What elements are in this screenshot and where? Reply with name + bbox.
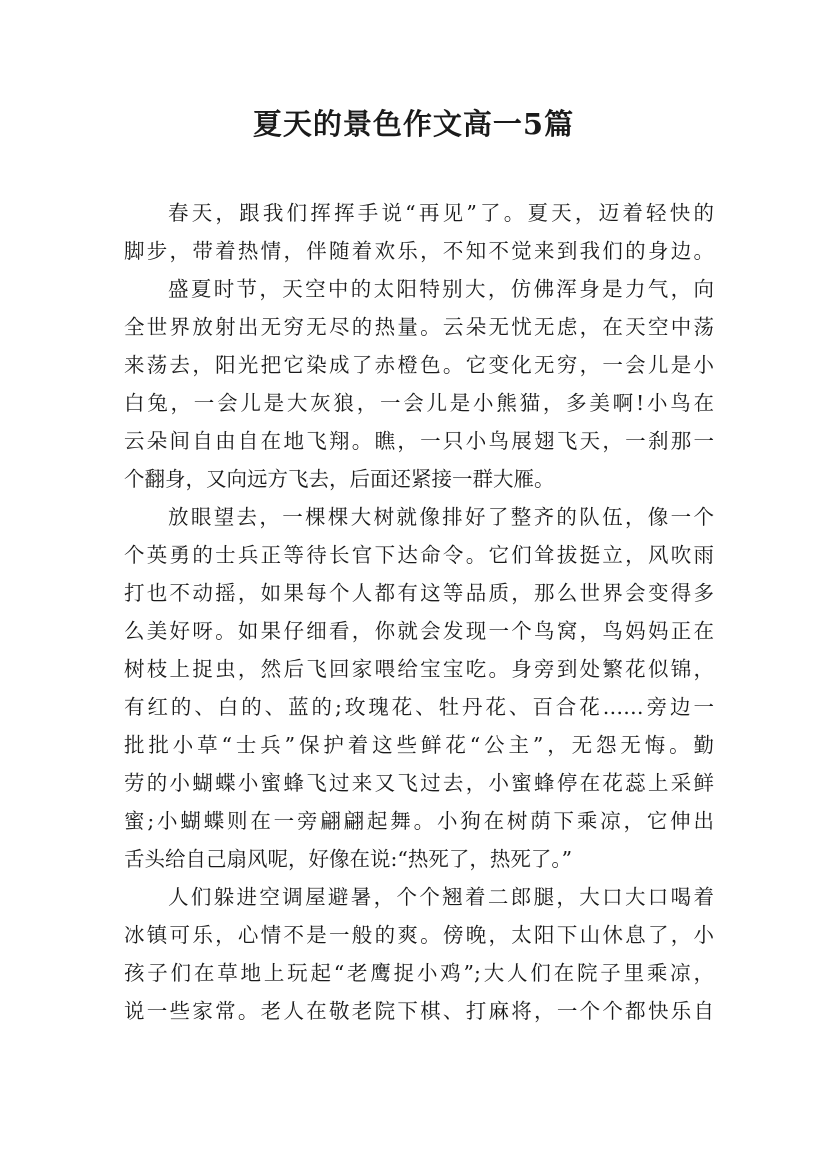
paragraph-line: 脚步，带着热情，伴随着欢乐，不知不觉来到我们的身边。 xyxy=(124,239,714,263)
paragraph-line: 个翻身，又向远方飞去，后面还紧接一群大雁。 xyxy=(124,467,555,491)
document-title: 夏天的景色作文高一5篇 xyxy=(252,107,575,141)
paragraph-line: 盛夏时节，天空中的太阳特别大，仿佛浑身是力气，向 xyxy=(168,277,714,301)
paragraph-line: 打也不动摇，如果每个人都有这等品质，那么世界会变得多 xyxy=(124,581,714,605)
paragraph-line: 说一些家常。老人在敬老院下棋、打麻将，一个个都快乐自 xyxy=(124,999,714,1023)
paragraph-line: 树枝上捉虫，然后飞回家喂给宝宝吃。身旁到处繁花似锦， xyxy=(124,657,714,681)
paragraph-line: 舌头给自己扇风呢，好像在说:“热死了，热死了。” xyxy=(124,847,573,871)
paragraph-line: 么美好呀。如果仔细看，你就会发现一个鸟窝，鸟妈妈正在 xyxy=(124,619,714,643)
paragraph-line: 春天，跟我们挥挥手说“再见”了。夏天，迈着轻快的 xyxy=(168,201,714,225)
paragraph-line: 全世界放射出无穷无尽的热量。云朵无忧无虑，在天空中荡 xyxy=(124,315,714,339)
paragraph-line: 人们躲进空调屋避暑，个个翘着二郎腿，大口大口喝着 xyxy=(168,885,714,909)
paragraph-line: 孩子们在草地上玩起“老鹰捉小鸡”;大人们在院子里乘凉， xyxy=(124,961,714,985)
paragraph-line: 劳的小蝴蝶小蜜蜂飞过来又飞过去，小蜜蜂停在花蕊上采鲜 xyxy=(124,771,714,795)
paragraph-line: 批批小草“士兵”保护着这些鲜花“公主”，无怨无悔。勤 xyxy=(124,733,714,757)
paragraph-line: 云朵间自由自在地飞翔。瞧，一只小鸟展翅飞天，一刹那一 xyxy=(124,429,714,453)
paragraph-line: 冰镇可乐，心情不是一般的爽。傍晚，太阳下山休息了，小 xyxy=(124,923,714,947)
paragraph-line: 有红的、白的、蓝的;玫瑰花、牡丹花、百合花……旁边一 xyxy=(124,695,714,719)
paragraph-line: 白兔，一会儿是大灰狼，一会儿是小熊猫，多美啊!小鸟在 xyxy=(124,391,714,415)
paragraph-line: 来荡去，阳光把它染成了赤橙色。它变化无穷，一会儿是小 xyxy=(124,353,714,377)
paragraph-line: 放眼望去，一棵棵大树就像排好了整齐的队伍，像一个 xyxy=(168,505,714,529)
paragraph-line: 蜜;小蝴蝶则在一旁翩翩起舞。小狗在树荫下乘凉，它伸出 xyxy=(124,809,714,833)
paragraph-line: 个英勇的士兵正等待长官下达命令。它们耸拔挺立，风吹雨 xyxy=(124,543,714,567)
